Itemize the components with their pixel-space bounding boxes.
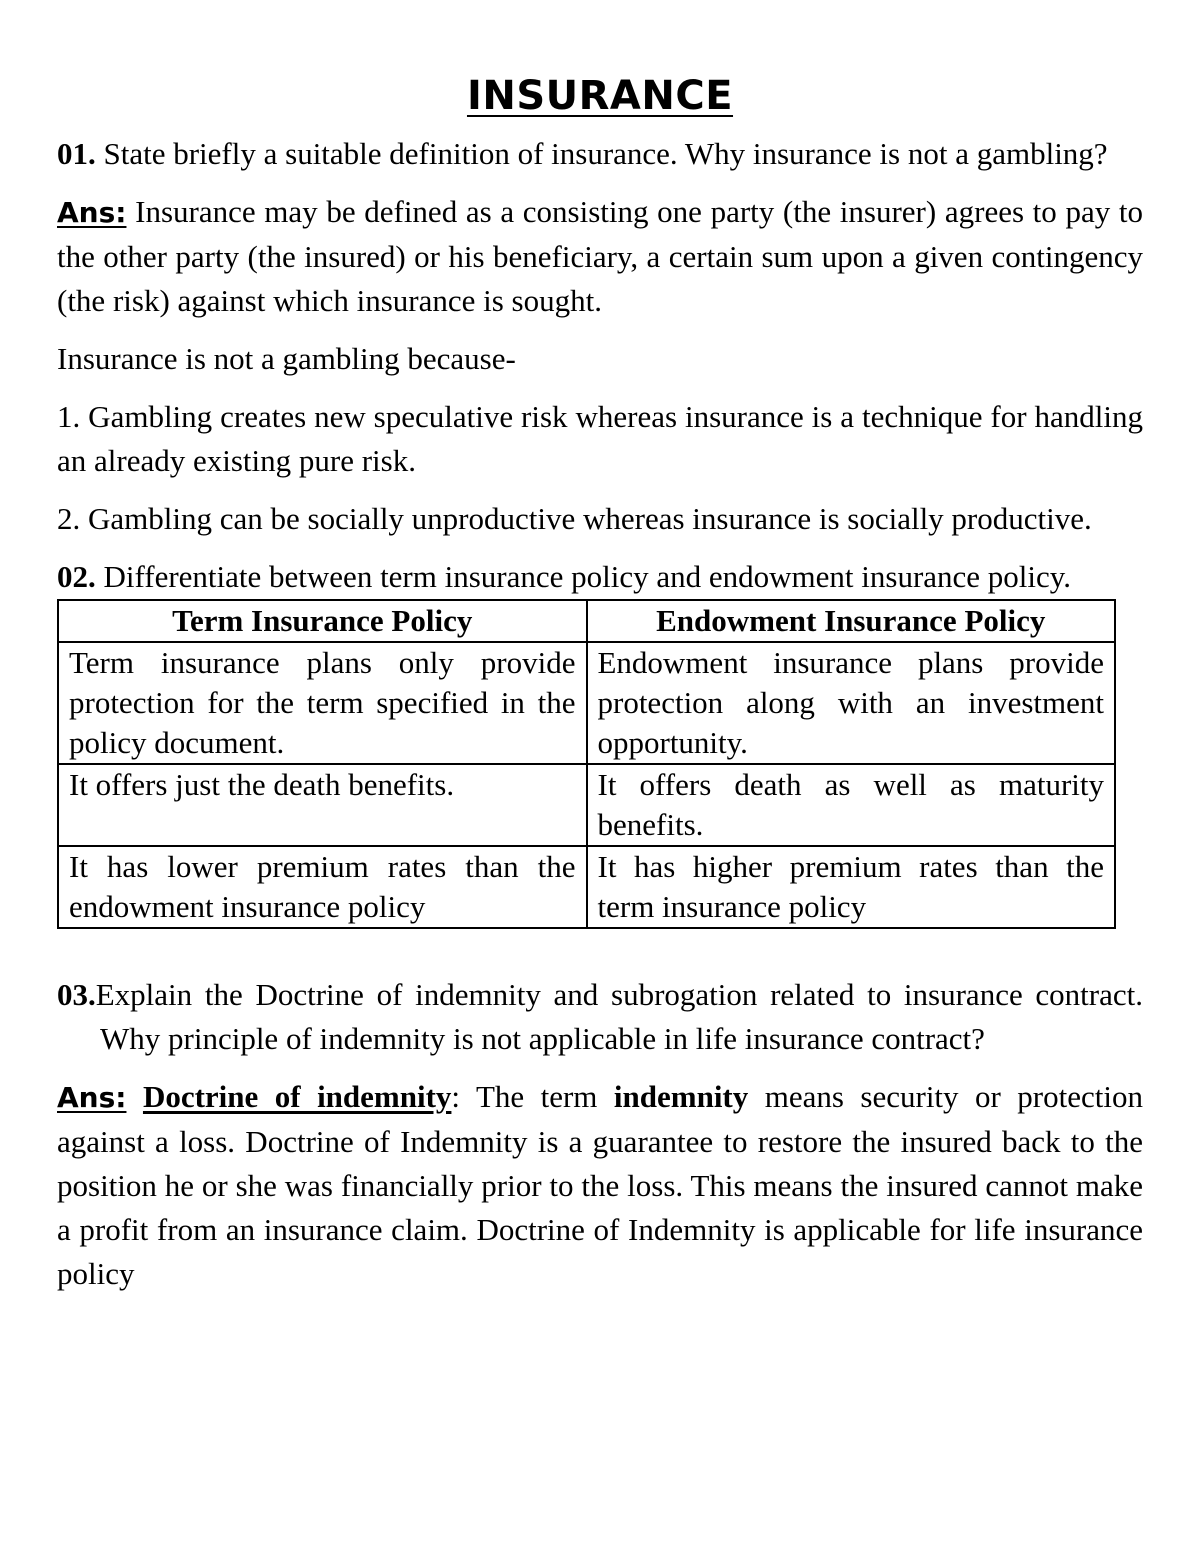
table-cell: It has lower premium rates than the endowment insurance policy <box>58 846 587 928</box>
reason-item-2: 2. Gambling can be socially unproductive whereas insurance is socially productive. <box>57 501 1092 536</box>
table-header-term: Term Insurance Policy <box>58 600 587 642</box>
reason-intro: Insurance is not a gambling because- <box>57 341 516 376</box>
question-3 <box>57 973 1143 1061</box>
question-1-number: 01. <box>57 136 96 171</box>
question-1 <box>57 132 1143 176</box>
question-2 <box>57 555 1143 599</box>
table-header-row <box>58 600 1115 642</box>
answer-3 <box>57 1075 1143 1296</box>
table-header-endowment: Endowment Insurance Policy <box>587 600 1116 642</box>
table-cell: Term insurance plans only provide protection for the term specified in the policy document. <box>58 642 587 764</box>
table-cell: It offers death as well as maturity benefits. <box>587 764 1116 846</box>
question-3-number: 03. <box>57 977 96 1012</box>
answer-1-label: Ans: <box>57 196 127 229</box>
indemnity-term: indemnity <box>613 1079 749 1114</box>
comparison-table <box>57 599 1116 929</box>
doctrine-of-indemnity-label: Doctrine of indemnity <box>142 1079 452 1114</box>
table-row <box>58 846 1115 928</box>
question-2-text: Differentiate between term insurance policy and endowment insurance policy. <box>95 559 1072 594</box>
table-row <box>58 642 1115 764</box>
table-cell: It has higher premium rates than the term insurance policy <box>587 846 1116 928</box>
question-2-number: 02. <box>57 559 96 594</box>
reason-item-1: 1. Gambling creates new speculative risk whereas insurance is a technique for handling an already existing pure risk. <box>57 399 1143 478</box>
table-cell: It offers just the death benefits. <box>58 764 587 846</box>
answer-3-label: Ans: <box>57 1081 127 1114</box>
answer-1 <box>57 190 1143 323</box>
document-page <box>57 60 1143 1296</box>
question-1-text: State briefly a suitable definition of insurance. Why insurance is not a gambling? <box>95 136 1108 171</box>
answer-3-text-b: means security or protection against a loss. Doctrine of Indemnity is a guarantee to restore the insured back to the position he or she was financially prior to the loss. This means the insured cannot make a profit from an insurance claim. Doctrine of Indemnity is applicable for life insurance policy <box>57 1079 1143 1291</box>
table-cell: Endowment insurance plans provide protection along with an investment opportunity. <box>587 642 1116 764</box>
question-3-text: Explain the Doctrine of indemnity and subrogation related to insurance contract. Why principle of indemnity is not applicable in life insurance contract? <box>95 977 1143 1056</box>
table-row <box>58 764 1115 846</box>
answer-1-text: Insurance may be defined as a consisting one party (the insurer) agrees to pay to the other party (the insured) or his beneficiary, a certain sum upon a given contingency (the risk) against which insurance is sought. <box>57 194 1143 318</box>
answer-3-text-a: : The term <box>451 1079 614 1114</box>
page-title: INSURANCE <box>466 73 734 119</box>
